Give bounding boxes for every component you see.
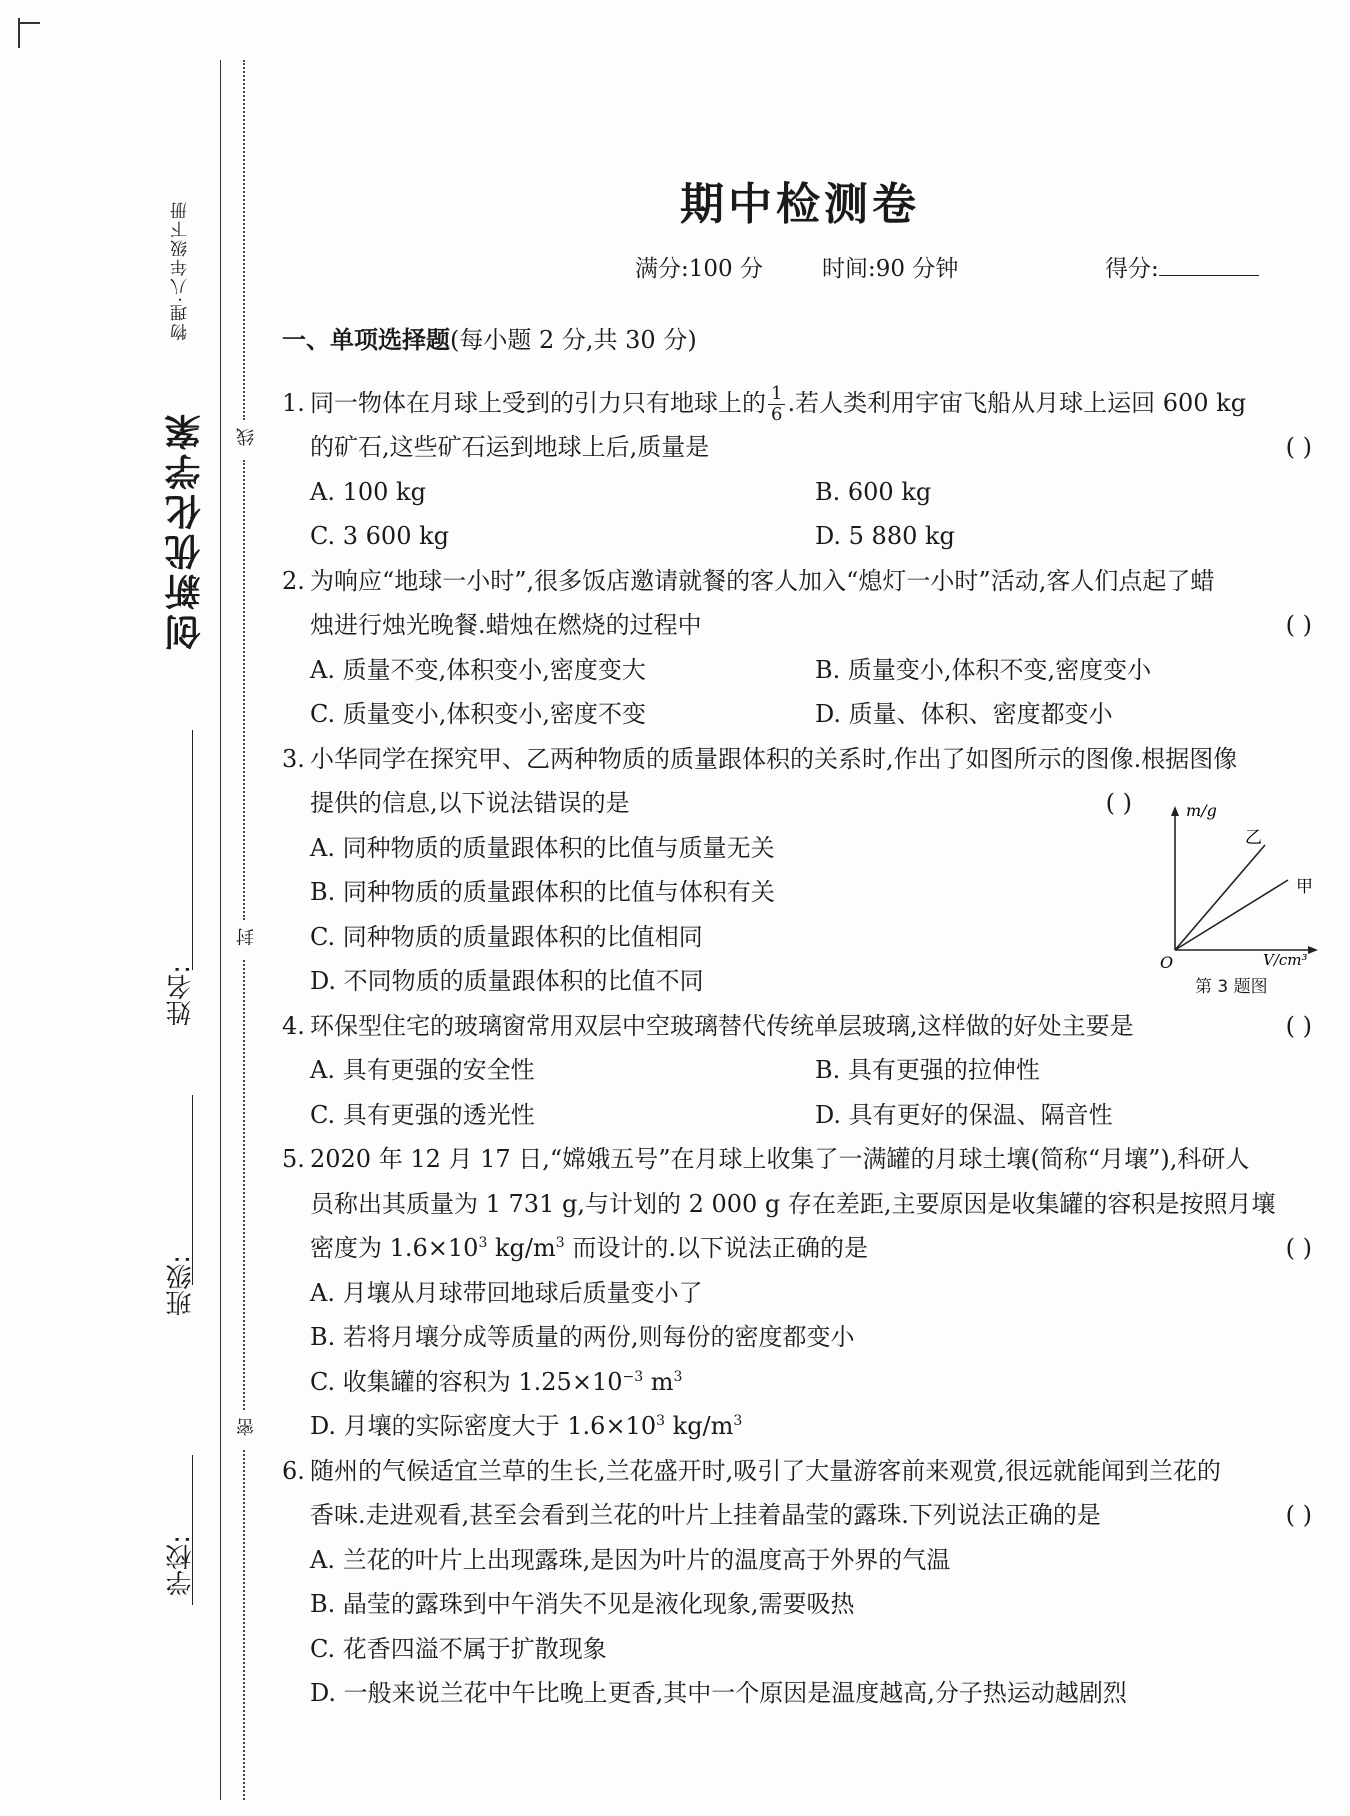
line-yi-label: 乙 (1245, 828, 1262, 848)
line-yi (1175, 845, 1265, 950)
section-note: (每小题 2 分,共 30 分) (450, 326, 697, 354)
q3-figure (1150, 800, 1330, 1000)
subject-label: 物理·八年级下册 (171, 200, 191, 341)
exponent: 3 (656, 1413, 666, 1429)
class-field-line[interactable] (192, 1095, 193, 1285)
question-6-line2 (282, 1493, 1322, 1538)
option-a[interactable]: A. 月壤从月球带回地球后质量变小了 (310, 1278, 703, 1307)
exponent: 3 (478, 1235, 488, 1251)
question-5-line3 (282, 1226, 1322, 1271)
question-5 (282, 1137, 1322, 1182)
x-axis-arrow (1308, 946, 1318, 954)
option-c[interactable]: C. 具有更强的透光性 (310, 1100, 535, 1129)
name-field-line[interactable] (192, 730, 193, 970)
exponent: −3 (622, 1368, 644, 1385)
option-b[interactable]: B. 若将月壤分成等质量的两份,则每份的密度都变小 (310, 1323, 855, 1351)
question-list (282, 318, 1322, 1716)
option-c[interactable]: C. 质量变小,体积变小,密度不变 (310, 700, 647, 728)
answer-bracket[interactable]: ( ) (1285, 433, 1312, 461)
question-6 (282, 1449, 1322, 1494)
fraction (768, 384, 785, 425)
options (282, 1048, 1322, 1137)
origin-label: O (1160, 953, 1174, 972)
question-text: 环保型住宅的玻璃窗常用双层中空玻璃替代传统单层玻璃,这样做的好处主要是 (310, 1011, 1134, 1040)
option-c[interactable] (282, 1360, 1322, 1405)
option-text: D. 月壤的实际密度大于 1.6×10 (310, 1412, 657, 1440)
exponent: 3 (733, 1413, 743, 1429)
line-jia-label: 甲 (1296, 877, 1313, 897)
question-number: 6. (282, 1456, 305, 1485)
answer-bracket[interactable]: ( ) (1285, 1501, 1312, 1529)
option-c[interactable]: C. 花香四溢不属于扩散现象 (310, 1634, 607, 1663)
brand-logo: 创新优化学案 (165, 410, 206, 650)
exponent: 3 (673, 1368, 683, 1385)
options (282, 470, 1322, 559)
option-d[interactable]: D. 5 880 kg (815, 522, 955, 550)
time-limit: 时间:90 分钟 (822, 256, 959, 282)
question-text: 而设计的.以下说法正确的是 (564, 1234, 868, 1262)
cut-line (243, 460, 245, 920)
binding-border (220, 60, 221, 1800)
cut-mark-secret: 密 (236, 1418, 257, 1436)
score-label: 得分: (1105, 256, 1159, 282)
question-text: 同一物体在月球上受到的引力只有地球上的 (310, 388, 766, 417)
question-number: 4. (282, 1011, 305, 1040)
option-c[interactable]: C. 同种物质的质量跟体积的比值相同 (310, 922, 703, 951)
question-text: 密度为 1.6×10 (310, 1234, 479, 1262)
crop-mark (18, 22, 40, 24)
question-text: 香味.走进观看,甚至会看到兰花的叶片上挂着晶莹的露珠.下列说法正确的是 (310, 1501, 1101, 1529)
section-heading (282, 318, 1322, 363)
question-text: 为响应“地球一小时”,很多饭店邀请就餐的客人加入“熄灯一小时”活动,客人们点起了蜡 (310, 566, 1215, 595)
question-2 (282, 559, 1322, 604)
option-b[interactable]: B. 具有更强的拉伸性 (815, 1056, 1040, 1084)
y-axis-label: m/g (1186, 801, 1217, 820)
line-jia (1175, 880, 1288, 950)
answer-bracket[interactable]: ( ) (1285, 611, 1312, 639)
cut-line (243, 1450, 245, 1800)
question-text: 烛进行烛光晚餐.蜡烛在燃烧的过程中 (310, 611, 702, 639)
question-3 (282, 737, 1322, 782)
score-field[interactable] (1105, 250, 1259, 283)
x-axis-label: V/cm³ (1263, 951, 1308, 969)
fraction-denominator: 6 (771, 403, 783, 425)
question-text: 随州的气候适宜兰草的生长,兰花盛开时,吸引了大量游客前来观赏,很远就能闻到兰花的 (310, 1456, 1221, 1485)
option-d[interactable] (282, 1404, 1322, 1449)
cut-line (243, 960, 245, 1410)
answer-bracket[interactable]: ( ) (1105, 789, 1132, 817)
unit: kg/m (487, 1234, 556, 1262)
option-b[interactable]: B. 同种物质的质量跟体积的比值与体积有关 (310, 878, 775, 906)
fraction-numerator: 1 (768, 384, 785, 405)
option-a[interactable]: A. 100 kg (310, 477, 426, 506)
option-d[interactable]: D. 一般来说兰花中午比晚上更香,其中一个原因是温度越高,分子热运动越剧烈 (310, 1679, 1127, 1707)
question-1 (282, 381, 1322, 426)
unit: m (643, 1367, 674, 1396)
mass-volume-graph (1150, 800, 1330, 975)
question-1-line2 (282, 425, 1322, 470)
question-2-line2 (282, 603, 1322, 648)
question-text: 的矿石,这些矿石运到地球上后,质量是 (310, 433, 710, 461)
question-4 (282, 1004, 1322, 1049)
question-number: 2. (282, 566, 305, 595)
option-text: C. 收集罐的容积为 1.25×10 (310, 1367, 623, 1396)
exponent: 3 (555, 1235, 565, 1251)
question-text: 员称出其质量为 1 731 g,与计划的 2 000 g 存在差距,主要原因是收集罐的容积是按照月壤 (310, 1189, 1276, 1218)
score-blank[interactable] (1159, 255, 1259, 276)
answer-bracket[interactable]: ( ) (1285, 1234, 1312, 1262)
cut-line (243, 60, 245, 420)
cut-mark-line: 线 (236, 428, 257, 446)
y-axis-arrow (1171, 806, 1179, 816)
page-title: 期中检测卷 (680, 179, 920, 230)
section-title: 一、单项选择题 (282, 326, 450, 354)
option-d[interactable]: D. 质量、体积、密度都变小 (815, 700, 1113, 728)
figure-caption: 第 3 题图 (1195, 977, 1268, 997)
options (282, 648, 1322, 737)
school-field-line[interactable] (192, 1455, 193, 1605)
full-score: 满分:100 分 (635, 256, 763, 282)
option-a[interactable]: A. 同种物质的质量跟体积的比值与质量无关 (310, 833, 775, 862)
question-text: 小华同学在探究甲、乙两种物质的质量跟体积的关系时,作出了如图所示的图像.根据图像 (310, 744, 1238, 773)
option-d[interactable]: D. 具有更好的保温、隔音性 (815, 1100, 1113, 1129)
option-b[interactable]: B. 600 kg (815, 477, 932, 506)
cut-mark-seal: 封 (236, 928, 257, 946)
option-a[interactable]: A. 质量不变,体积变小,密度变大 (310, 655, 646, 684)
name-field-label: 姓名: (166, 965, 196, 1026)
question-number: 1. (282, 388, 305, 417)
question-text: 提供的信息,以下说法错误的是 (310, 789, 630, 817)
answer-bracket[interactable]: ( ) (1285, 1011, 1312, 1040)
unit: kg/m (665, 1412, 734, 1440)
option-b[interactable]: B. 质量变小,体积不变,密度变小 (815, 655, 1152, 684)
school-field-label: 学校: (166, 1535, 196, 1596)
question-number: 3. (282, 744, 305, 773)
question-number: 5. (282, 1145, 305, 1173)
option-b[interactable]: B. 晶莹的露珠到中午消失不见是液化现象,需要吸热 (310, 1590, 855, 1618)
option-c[interactable]: C. 3 600 kg (310, 522, 450, 550)
question-text: 2020 年 12 月 17 日,“嫦娥五号”在月球上收集了一满罐的月球土壤(简称“月壤”),科研人 (310, 1145, 1250, 1173)
question-text: .若人类利用宇宙飞船从月球上运回 600 kg (787, 388, 1247, 417)
option-a[interactable]: A. 具有更强的安全性 (310, 1056, 535, 1084)
question-5-line2 (282, 1182, 1322, 1227)
option-a[interactable]: A. 兰花的叶片上出现露珠,是因为叶片的温度高于外界的气温 (310, 1545, 951, 1574)
option-d[interactable]: D. 不同物质的质量跟体积的比值不同 (310, 967, 704, 995)
class-field-label: 班级: (166, 1255, 196, 1316)
